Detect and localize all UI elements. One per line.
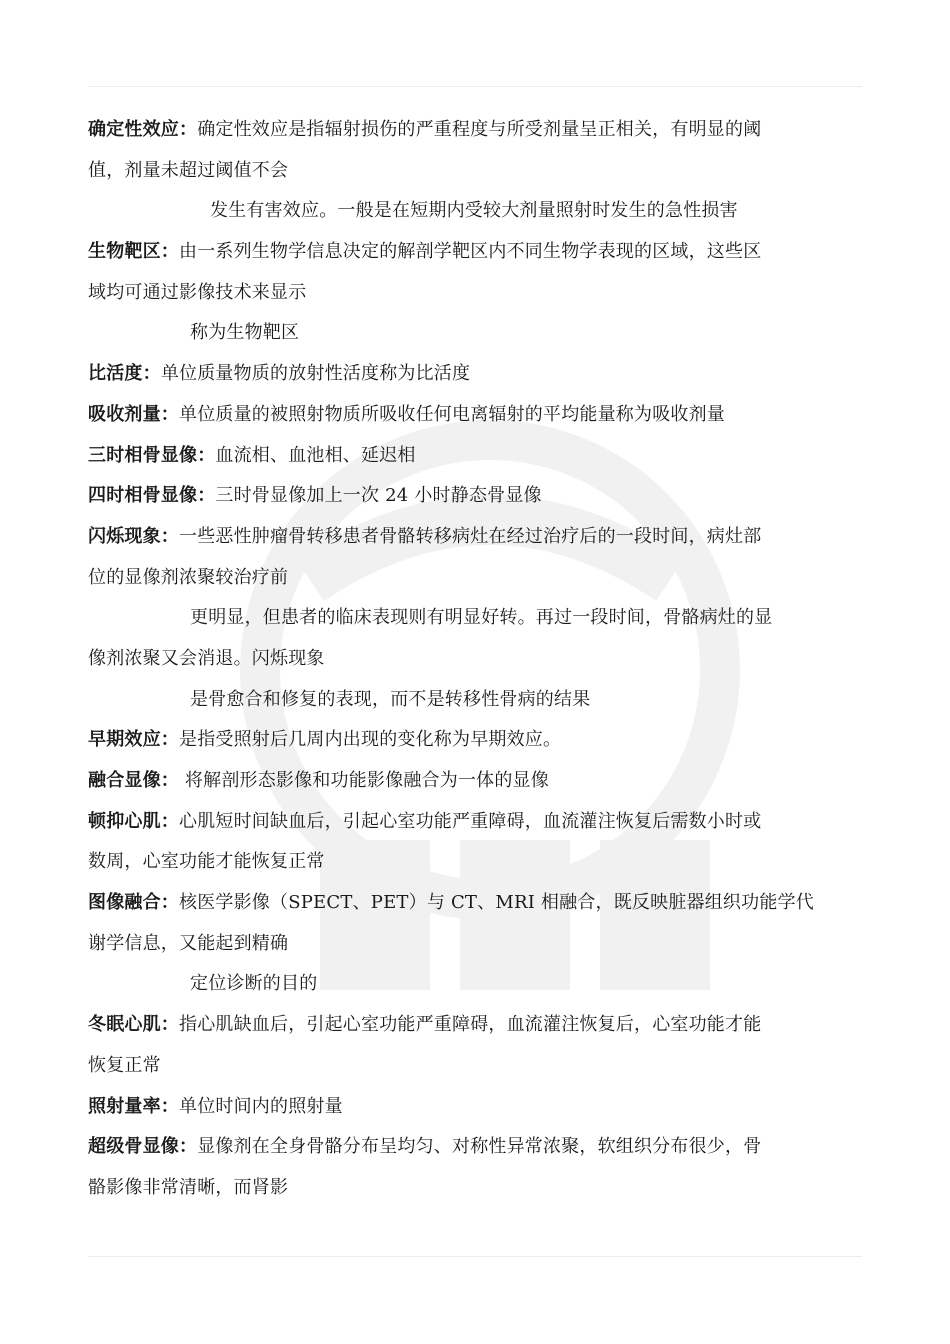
term-label: 早期效应： — [88, 729, 179, 751]
definition-text: 是指受照射后几周内出现的变化称为早期效应。 — [179, 729, 562, 751]
entry-line — [88, 110, 860, 151]
entry-line — [88, 395, 860, 436]
entry-line — [88, 761, 860, 802]
entry-line — [88, 476, 860, 517]
definition-text: 谢学信息，又能起到精确 — [88, 932, 289, 954]
term-label: 照射量率： — [88, 1095, 179, 1117]
definition-text: 由一系列生物学信息决定的解剖学靶区内不同生物学表现的区域，这些区 — [179, 241, 762, 263]
definition-text: 一些恶性肿瘤骨转移患者骨骼转移病灶在经过治疗后的一段时间，病灶部 — [179, 525, 762, 547]
entry-line — [88, 1168, 860, 1209]
entry-line — [88, 720, 860, 761]
term-label: 生物靶区： — [88, 241, 179, 263]
term-label: 图像融合： — [88, 892, 179, 914]
definition-text: 骼影像非常清晰，而肾影 — [88, 1176, 289, 1198]
definition-text: 单位时间内的照射量 — [179, 1095, 343, 1117]
term-label: 确定性效应： — [88, 119, 198, 140]
entry-line — [88, 273, 860, 314]
term-label: 顿抑心肌： — [88, 810, 179, 832]
definition-text: 更明显，但患者的临床表现则有明显好转。再过一段时间，骨骼病灶的显 — [190, 607, 773, 629]
entry-line — [88, 354, 860, 395]
entry-line — [88, 232, 860, 273]
entry-line — [88, 151, 860, 192]
glossary — [88, 110, 860, 1209]
definition-text: 指心肌缺血后，引起心室功能严重障碍，血流灌注恢复后，心室功能才能 — [179, 1014, 762, 1036]
definition-text: 域均可通过影像技术来显示 — [88, 281, 307, 303]
term-label: 融合显像： — [88, 770, 179, 791]
definition-text: 单位质量物质的放射性活度称为比活度 — [160, 363, 471, 385]
entry-line — [88, 313, 860, 354]
term-label: 超级骨显像： — [88, 1136, 198, 1158]
entry-line — [88, 436, 860, 477]
entry-line — [88, 924, 860, 965]
definition-text: 血流相、血池相、延迟相 — [215, 444, 416, 466]
entry-line — [88, 558, 860, 599]
header-rule — [88, 86, 862, 87]
entry-line — [88, 191, 860, 232]
entry-line — [88, 517, 860, 558]
entry-line — [88, 1005, 860, 1046]
term-label: 四时相骨显像： — [88, 485, 216, 507]
term-label: 闪烁现象： — [88, 525, 179, 547]
definition-text: 确定性效应是指辐射损伤的严重程度与所受剂量呈正相关，有明显的阈 — [197, 119, 762, 140]
entry-line — [88, 1046, 860, 1087]
definition-text: 是骨愈合和修复的表现，而不是转移性骨病的结果 — [190, 688, 591, 710]
definition-text: 恢复正常 — [88, 1054, 161, 1076]
definition-text: 称为生物靶区 — [190, 322, 300, 344]
definition-text: 显像剂在全身骨骼分布呈均匀、对称性异常浓聚，软组织分布很少，骨 — [197, 1136, 762, 1158]
term-label: 比活度： — [88, 363, 161, 385]
entry-line — [88, 802, 860, 843]
entry-line — [88, 842, 860, 883]
entry-line — [88, 883, 860, 924]
entry-line — [88, 1087, 860, 1128]
term-label: 吸收剂量： — [88, 403, 179, 425]
definition-text: 核医学影像（SPECT、PET）与 CT、MRI 相融合，既反映脏器组织功能学代 — [179, 892, 814, 914]
definition-text: 三时骨显像加上一次 24 小时静态骨显像 — [215, 485, 542, 507]
term-label: 冬眠心肌： — [88, 1014, 179, 1036]
entry-line — [88, 680, 860, 721]
footer-rule — [88, 1256, 862, 1257]
entry-line — [88, 598, 860, 639]
term-label: 三时相骨显像： — [88, 444, 216, 466]
definition-text: 心肌短时间缺血后，引起心室功能严重障碍，血流灌注恢复后需数小时或 — [179, 810, 762, 832]
definition-text: 值，剂量未超过阈值不会 — [88, 159, 289, 181]
definition-text: 发生有害效应。一般是在短期内受较大剂量照射时发生的急性损害 — [210, 200, 738, 222]
definition-text: 数周，心室功能才能恢复正常 — [88, 851, 325, 873]
definition-text: 将解剖形态影像和功能影像融合为一体的显像 — [179, 770, 549, 791]
definition-text: 定位诊断的目的 — [190, 973, 318, 995]
definition-text: 单位质量的被照射物质所吸收任何电离辐射的平均能量称为吸收剂量 — [179, 403, 725, 425]
definition-text: 位的显像剂浓聚较治疗前 — [88, 566, 289, 588]
entry-line — [88, 639, 860, 680]
entry-line — [88, 1127, 860, 1168]
entry-line — [88, 964, 860, 1005]
definition-text: 像剂浓聚又会消退。闪烁现象 — [88, 647, 325, 669]
